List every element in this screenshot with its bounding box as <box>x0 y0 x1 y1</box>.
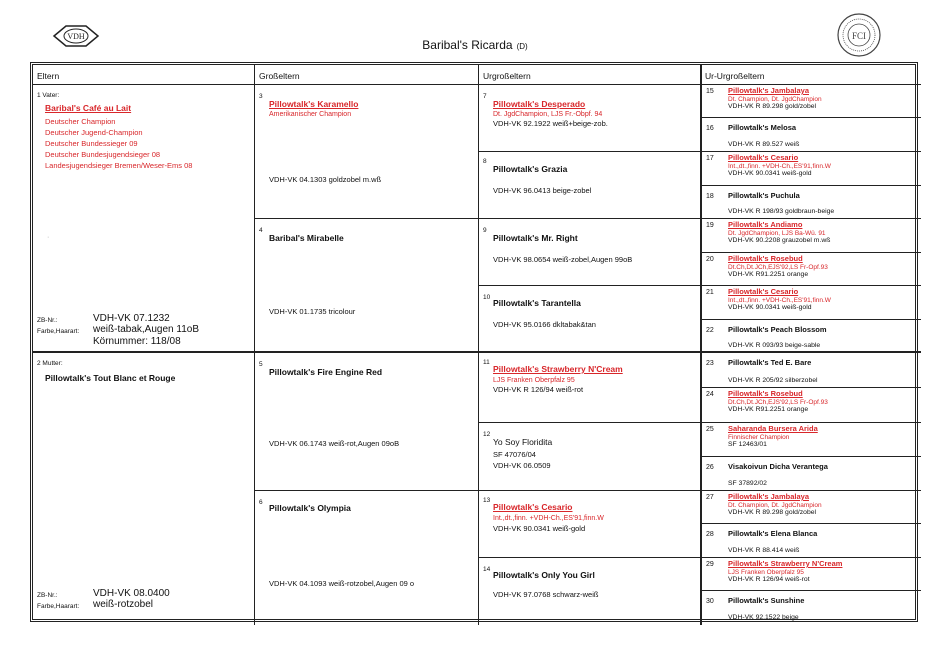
entry-number: 30 <box>706 598 714 605</box>
entry-number: 23 <box>706 360 714 367</box>
dog-name: Pillowtalk's Puchula <box>728 191 800 200</box>
registration: VDH-VK 90.0341 weiß-gold <box>493 524 586 533</box>
father-titles <box>45 116 192 171</box>
dog-name: Yo Soy Floridita <box>493 437 553 447</box>
great-grandparent-cell <box>479 219 700 285</box>
great-great-grandparent-cell <box>702 558 921 590</box>
dog-name: Pillowtalk's Elena Blanca <box>728 529 818 538</box>
entry-number: 22 <box>706 327 714 334</box>
registration: VDH-VK R 89.298 gold/zobel <box>728 103 817 110</box>
registration: VDH-VK 90.0341 weiß-gold <box>728 170 812 177</box>
father-name: Baribal's Café au Lait <box>45 103 132 113</box>
grandparent-cell <box>255 219 478 351</box>
entry-number: 11 <box>483 359 490 366</box>
great-great-grandparent-cell <box>702 491 921 523</box>
registration: VDH-VK R 88.414 weiß <box>728 547 800 554</box>
title-line: Deutscher Bundesjugendsieger 08 <box>45 150 161 159</box>
dog-name: Saharanda Bursera Arida <box>728 424 818 433</box>
registration: SF 37892/02 <box>728 480 767 487</box>
registration: VDH-VK 95.0166 dkltabak&tan <box>493 320 596 329</box>
registration: VDH-VK R 205/92 silberzobel <box>728 377 818 384</box>
svg-text:VDH: VDH <box>67 32 85 41</box>
title-line: Deutscher Bundessieger 09 <box>45 139 138 148</box>
registration: VDH-VK 92.1522 beige <box>728 614 799 621</box>
dog-titles: Dt. JgdChampion, LJS Fr.-Obpf. 94 <box>493 111 603 118</box>
entry-number: 13 <box>483 497 491 504</box>
father-label: 1 Vater: <box>37 92 60 99</box>
mother-zb: VDH-VK 08.0400 <box>93 588 170 599</box>
entry-number: 16 <box>706 125 714 132</box>
grandparent-cell <box>255 491 478 625</box>
title-line: Landesjugendsieger Bremen/Weser-Ems 08 <box>45 161 193 170</box>
title-line: Deutscher Jugend-Champion <box>45 128 143 137</box>
dog-titles: Dt.Ch,Dt.JCh,EJS'92,LS Fr-Opf.93 <box>728 399 828 406</box>
entry-number: 26 <box>706 464 714 471</box>
entry-number: 7 <box>483 93 487 100</box>
registration: SF 47076/04 <box>493 450 536 459</box>
great-great-grandparent-cell <box>702 524 921 557</box>
dog-name: Pillowtalk's Jambalaya <box>728 86 809 95</box>
col-header-parents: Eltern <box>37 71 60 81</box>
registration: VDH-VK R91.2251 orange <box>728 406 809 413</box>
great-great-grandparent-cell <box>702 320 921 352</box>
entry-number: 15 <box>706 88 714 95</box>
grandparent-cell <box>255 85 478 218</box>
great-great-grandparent-cell <box>702 457 921 490</box>
entry-number: 5 <box>259 361 263 368</box>
registration: VDH-VK 92.1922 weiß+beige-zob. <box>493 119 608 128</box>
entry-number: 20 <box>706 256 714 263</box>
great-great-grandparent-cell <box>702 118 921 151</box>
dog-name: Pillowtalk's Tarantella <box>493 298 581 308</box>
registration: VDH-VK R 126/94 weiß-rot <box>728 576 810 583</box>
entry-number: 9 <box>483 227 487 234</box>
title-line: Deutscher Champion <box>45 117 116 126</box>
great-grandparent-cell <box>479 491 700 557</box>
great-great-grandparent-cell <box>702 286 921 319</box>
entry-number: 17 <box>706 155 714 162</box>
great-grandparent-cell <box>479 558 700 625</box>
dog-titles: Int.,dt.,finn. +VDH-Ch.,ES'91,finn.W <box>728 297 831 304</box>
registration: VDH-VK 06.0509 <box>493 461 551 470</box>
dog-name: Pillowtalk's Strawberry N'Cream <box>728 559 843 568</box>
mother-label: 2 Mutter: <box>37 360 63 367</box>
dog-titles: Dt. JgdChampion, LJS Ba-Wü. 91 <box>728 230 826 237</box>
dog-name: Pillowtalk's Jambalaya <box>728 492 809 501</box>
entry-number: 4 <box>259 227 263 234</box>
mother-name: Pillowtalk's Tout Blanc et Rouge <box>45 373 176 383</box>
registration: VDH-VK R 89.298 gold/zobel <box>728 509 817 516</box>
entry-number: 6 <box>259 499 263 506</box>
great-grandparent-cell <box>479 85 700 151</box>
dog-name: Pillowtalk's Peach Blossom <box>728 325 827 334</box>
great-great-grandparent-cell <box>702 219 921 252</box>
dog-name: Visakoivun Dicha Verantega <box>728 462 828 471</box>
great-great-grandparent-cell <box>702 152 921 185</box>
dog-name: Pillowtalk's Cesario <box>728 287 799 296</box>
great-great-grandparent-cell <box>702 85 921 117</box>
registration: VDH-VK 04.1303 goldzobel m.wß <box>269 175 382 184</box>
entry-number: 27 <box>706 494 714 501</box>
dog-titles: Int.,dt.,finn. +VDH-Ch.,ES'91,finn.W <box>493 515 604 522</box>
entry-number: 3 <box>259 93 263 100</box>
country-code: (D) <box>516 42 528 51</box>
dog-name: Pillowtalk's Grazia <box>493 164 568 174</box>
dog-titles: Dt. Champion, Dt. JgdChampion <box>728 502 822 509</box>
dog-titles: Dt. Champion, Dt. JgdChampion <box>728 96 822 103</box>
dog-name: Pillowtalk's Rosebud <box>728 389 803 398</box>
great-great-grandparent-cell <box>702 186 921 218</box>
registration: VDH-VK R 198/93 goldbraun-beige <box>728 208 835 215</box>
great-grandparent-cell <box>479 152 700 218</box>
entry-number: 19 <box>706 222 714 229</box>
entry-number: 25 <box>706 426 714 433</box>
great-grandparent-cell <box>479 423 700 490</box>
dog-name: Pillowtalk's Rosebud <box>728 254 803 263</box>
great-great-grandparent-cell <box>702 423 921 456</box>
registration: VDH-VK 04.1093 weiß-rotzobel,Augen 09 o <box>269 579 415 588</box>
great-great-grandparent-cell <box>702 591 921 624</box>
dog-name: Pillowtalk's Andiamo <box>728 220 803 229</box>
entry-number: 8 <box>483 158 487 165</box>
great-great-grandparent-cell <box>702 253 921 285</box>
registration: SF 12463/01 <box>728 441 767 448</box>
registration: VDH-VK R 89.527 weiß <box>728 141 800 148</box>
great-great-grandparent-cell <box>702 353 921 387</box>
entry-number: 18 <box>706 193 714 200</box>
entry-number: 29 <box>706 561 714 568</box>
col-header-great-grandparents: Urgroßeltern <box>483 71 531 81</box>
entry-number: 21 <box>706 289 714 296</box>
pedigree-table <box>30 62 918 622</box>
registration: VDH-VK 97.0768 schwarz-weiß <box>493 590 599 599</box>
dog-name: Pillowtalk's Cesario <box>493 502 573 512</box>
dog-titles: Finnischer Champion <box>728 434 790 441</box>
registration: VDH-VK 98.0654 weiß-zobel,Augen 99oB <box>493 255 633 264</box>
father-chip: Körnummer: 118/08 <box>93 336 181 347</box>
mother-color: weiß-rotzobel <box>93 599 154 610</box>
zb-label: ZB-Nr.: <box>37 317 58 324</box>
father-cell <box>33 85 254 351</box>
dog-name: Pillowtalk's Sunshine <box>728 596 805 605</box>
registration: VDH-VK 96.0413 beige-zobel <box>493 186 592 195</box>
father-zb: VDH-VK 07.1232 <box>93 313 170 324</box>
great-grandparent-cell <box>479 353 700 422</box>
color-label: Farbe,Haarart: <box>37 328 80 335</box>
document-title <box>0 38 950 52</box>
dog-name: Pillowtalk's Mr. Right <box>493 233 578 243</box>
dog-name: Pillowtalk's Desperado <box>493 99 586 109</box>
mother-cell <box>33 353 254 625</box>
dog-name: Pillowtalk's Olympia <box>269 503 351 513</box>
svg-text:FCI: FCI <box>851 31 867 41</box>
dot-mark: · <box>47 234 50 241</box>
col-header-great-great-grandparents: Ur-Urgroßeltern <box>705 71 765 81</box>
entry-number: 28 <box>706 531 714 538</box>
father-color: weiß-tabak,Augen 11oB <box>93 324 199 335</box>
dog-titles: LJS Franken Oberpfalz 95 <box>728 569 804 576</box>
dog-name: Pillowtalk's Only You Girl <box>493 570 595 580</box>
great-grandparent-cell <box>479 286 700 351</box>
grandparent-cell <box>255 353 478 490</box>
registration: VDH-VK R 093/93 beige-sable <box>728 342 821 349</box>
entry-number: 12 <box>483 431 491 438</box>
entry-number: 10 <box>483 294 491 301</box>
color-label: Farbe,Haarart: <box>37 603 80 610</box>
entry-number: 14 <box>483 566 491 573</box>
dog-titles: LJS Franken Oberpfalz 95 <box>493 377 575 384</box>
col-header-grandparents: Großeltern <box>259 71 300 81</box>
dog-name: Pillowtalk's Melosa <box>728 123 797 132</box>
registration: VDH-VK 06.1743 weiß-rot,Augen 09oB <box>269 439 400 448</box>
dog-name: Baribal's Ricarda <box>422 38 513 52</box>
dog-titles: Int.,dt.,finn. +VDH-Ch.,ES'91,finn.W <box>728 163 831 170</box>
dog-name: Pillowtalk's Strawberry N'Cream <box>493 364 623 374</box>
dog-titles: Dt.Ch,Dt.JCh,EJS'92,LS Fr-Opf.93 <box>728 264 828 271</box>
registration: VDH-VK 90.0341 weiß-gold <box>728 304 812 311</box>
great-great-grandparent-cell <box>702 388 921 422</box>
registration: VDH-VK R91.2251 orange <box>728 271 809 278</box>
registration: VDH-VK 01.1735 tricolour <box>269 307 356 316</box>
dog-name: Pillowtalk's Karamello <box>269 99 359 109</box>
zb-label: ZB-Nr.: <box>37 592 58 599</box>
dog-name: Pillowtalk's Fire Engine Red <box>269 367 383 377</box>
dog-name: Pillowtalk's Ted E. Bare <box>728 358 812 367</box>
dog-name: Pillowtalk's Cesario <box>728 153 799 162</box>
dog-name: Baribal's Mirabelle <box>269 233 344 243</box>
entry-number: 24 <box>706 391 714 398</box>
dog-titles: Amerikanischer Champion <box>269 111 352 118</box>
registration: VDH-VK R 126/94 weiß-rot <box>493 385 584 394</box>
registration: VDH-VK 90.2208 grauzobel m.wß <box>728 237 831 244</box>
